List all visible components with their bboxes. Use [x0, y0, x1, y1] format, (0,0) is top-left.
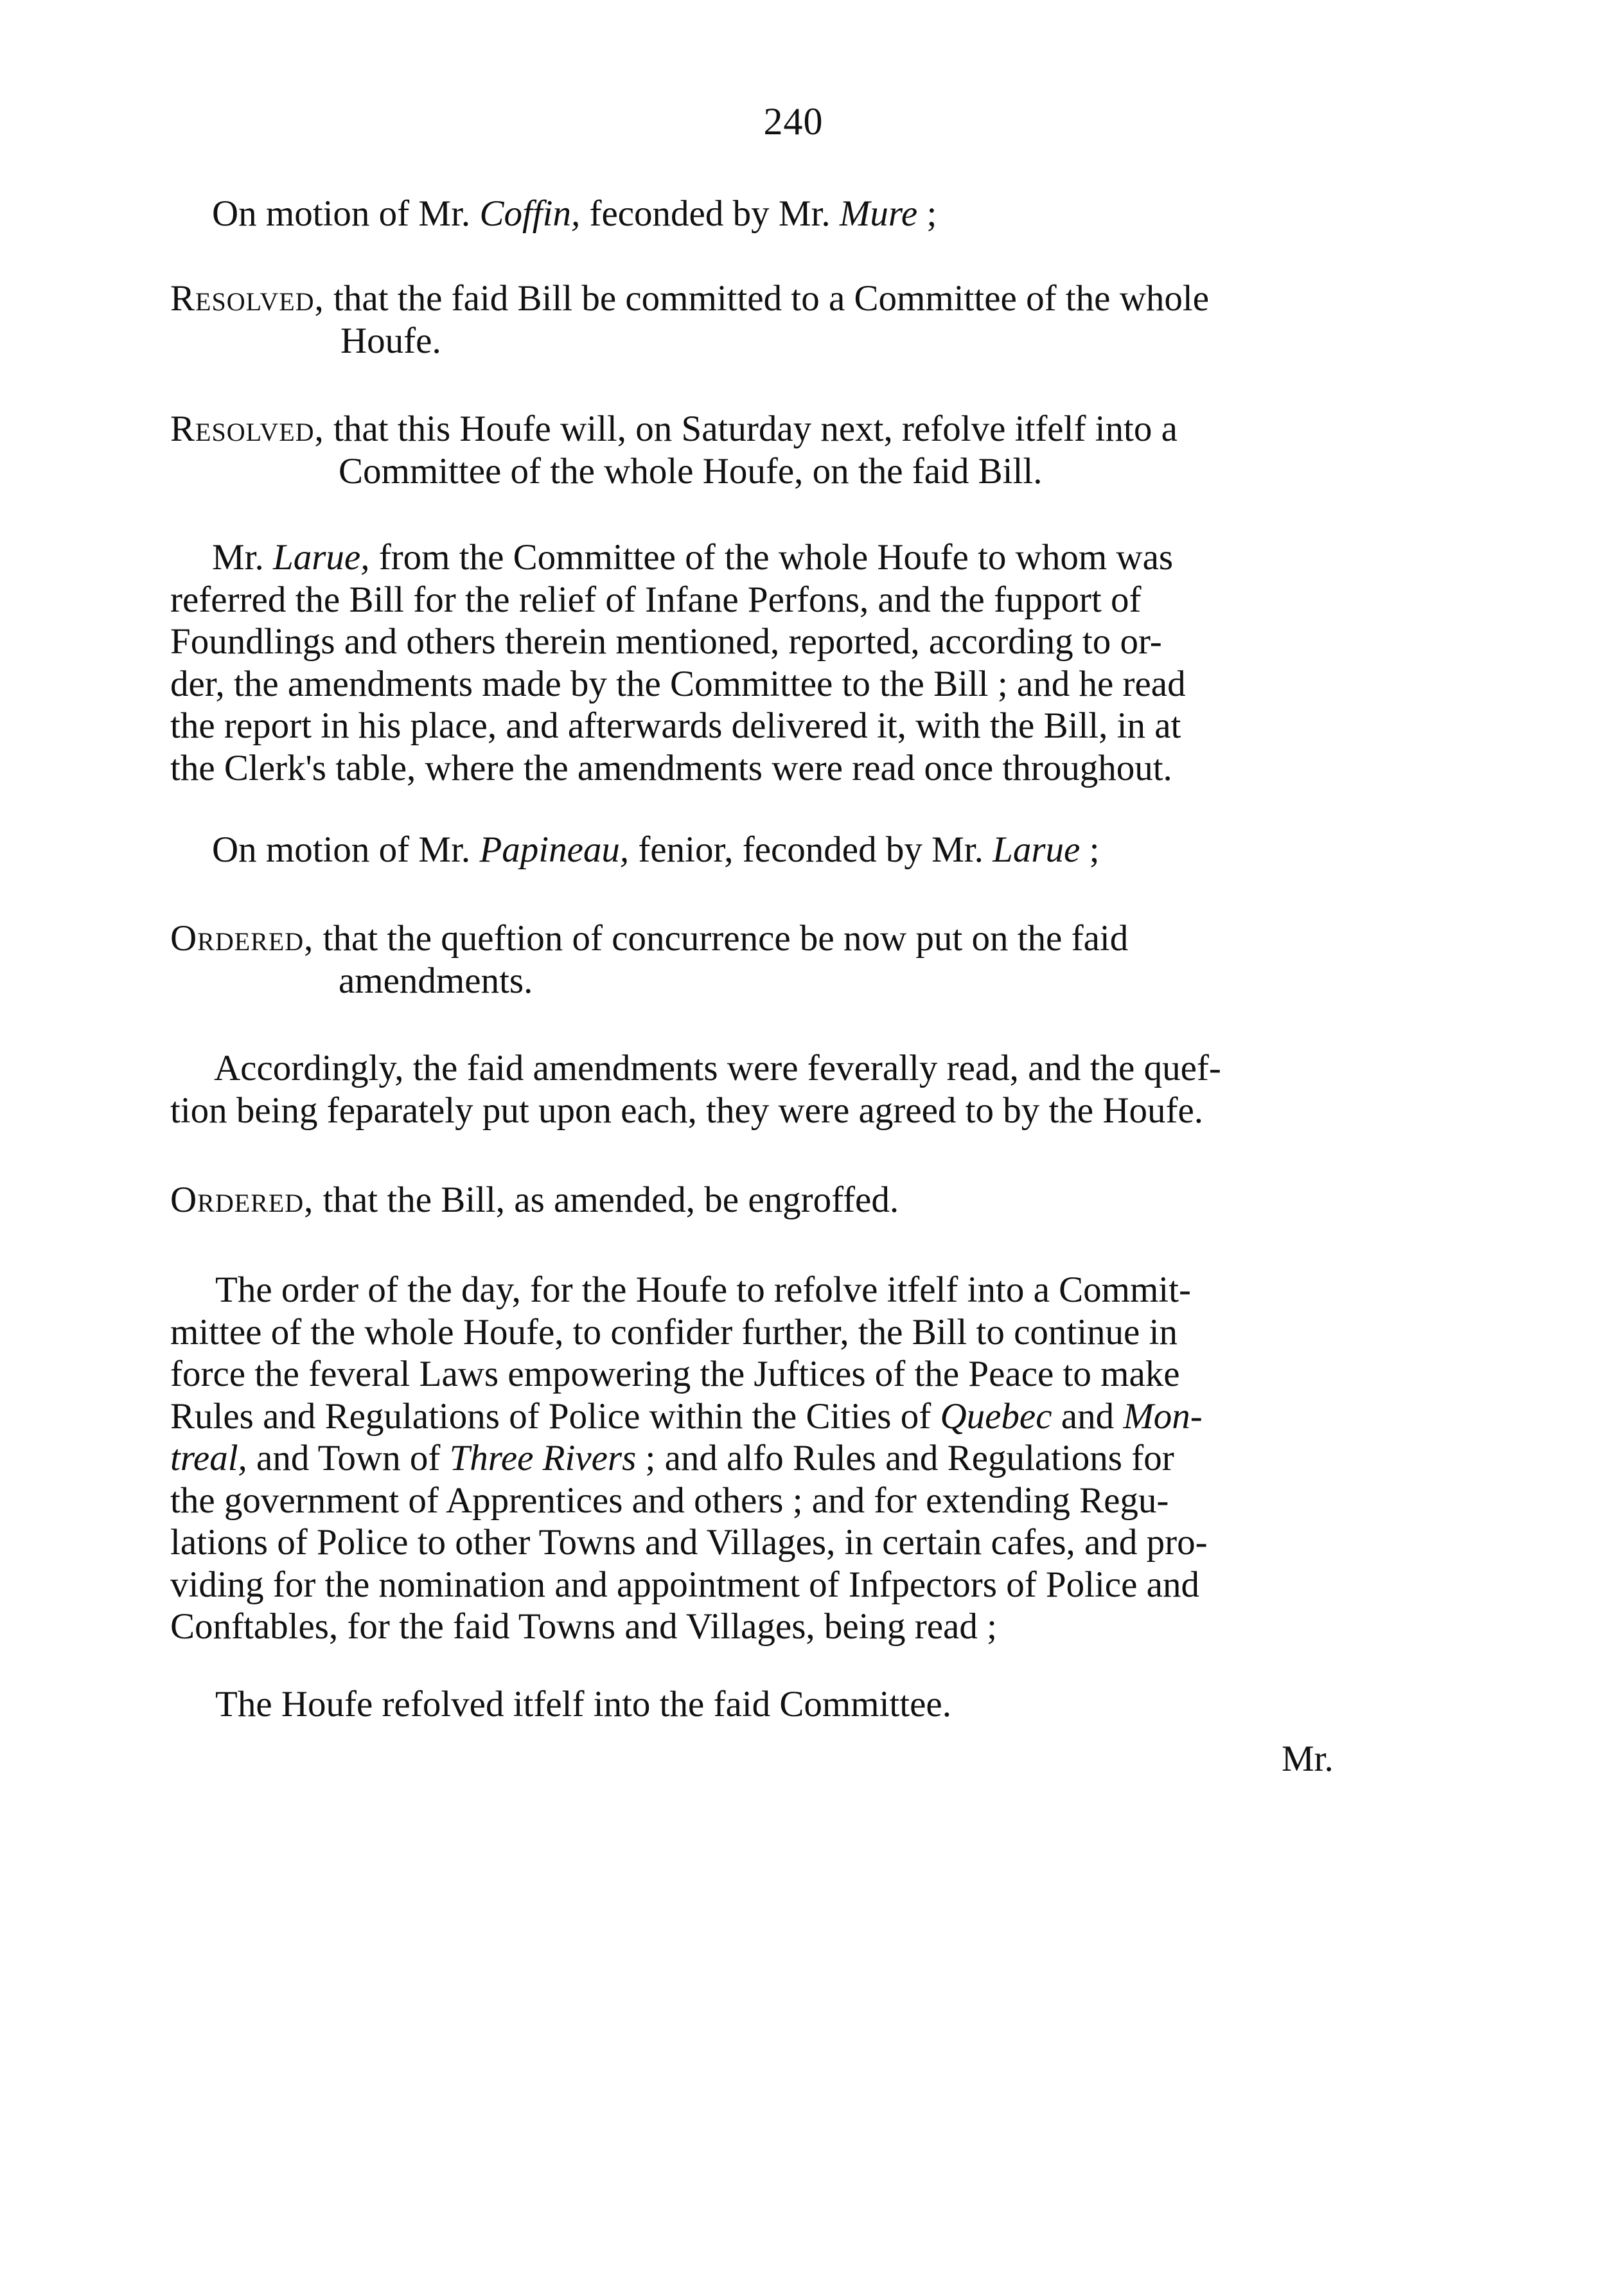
motion-coffin-paragraph: On motion of Mr. Coffin, feconded by Mr. Mure ;: [212, 193, 937, 234]
name-mure: Mure: [839, 193, 918, 234]
motion-papineau-paragraph: On motion of Mr. Papineau, fenior, feconded by Mr. Larue ;: [212, 829, 1100, 870]
place-three-rivers: Three Rivers: [449, 1438, 637, 1478]
place-quebec: Quebec: [940, 1396, 1052, 1437]
ordered-engrossed-paragraph: Ordered, that the Bill, as amended, be engroffed.: [170, 1180, 899, 1220]
ordered-concurrence-paragraph: Ordered, that the queftion of concurrence be now put on the faid amendments.: [170, 918, 1129, 1001]
resolved-committed-paragraph: Resolved, that the faid Bill be committed to a Committee of the whole Houfe.: [170, 278, 1209, 361]
larue-report-paragraph: Mr. Larue, from the Committee of the whole Houfe to whom was referred the Bill for the relief of Infane Perfons, and the fupport of Foundlings and others therein mentioned, reported, according to or- der, the amendments made by the Committee to the Bill ; and he read the report in his place, and afterwards delivered it, with the Bill, in at the Clerk's table, where the amendments were read once throughout.: [170, 537, 1186, 788]
name-larue: Larue,: [273, 537, 370, 578]
resolved-saturday-paragraph: Resolved, that this Houfe will, on Saturday next, refolve itfelf into a Committee of the whole Houfe, on the faid Bill.: [170, 409, 1178, 492]
name-papineau: Papineau,: [479, 829, 630, 870]
amendments-read-paragraph: Accordingly, the faid amendments were feverally read, and the quef- tion being feparately put upon each, they were agreed to by the Houfe.: [170, 1048, 1221, 1131]
ordered-label: Ordered,: [170, 1180, 314, 1220]
catchword: Mr.: [1282, 1739, 1334, 1779]
resolved-label: Resolved,: [170, 278, 324, 319]
page-number: 240: [763, 100, 824, 143]
name-coffin: Coffin,: [479, 193, 581, 234]
place-montreal-part1: Mon-: [1123, 1396, 1203, 1437]
name-larue: Larue: [993, 829, 1081, 870]
ordered-label: Ordered,: [170, 918, 314, 959]
house-resolved-committee-paragraph: The Houfe refolved itfelf into the faid Committee.: [215, 1684, 951, 1724]
place-montreal-part2: treal,: [170, 1438, 247, 1478]
resolved-label: Resolved,: [170, 409, 324, 449]
order-of-day-paragraph: The order of the day, for the Houfe to refolve itfelf into a Commit- mittee of the whole Houfe, to confider further, the Bill to continue in force the feveral Laws empowering the Juftices of the Peace to make Rules and Regulations of Police within the Cities of Quebec and Mon- treal, and Town of Three Rivers ; and alfo Rules and Regulations for the government of Apprentices and others ; and for extending Regu- lations of Police to other Towns and Villages, in certain cafes, and pro- viding for the nomination and appointment of Infpectors of Police and Conftables, for the faid Towns and Villages, being read ;: [170, 1270, 1208, 1647]
